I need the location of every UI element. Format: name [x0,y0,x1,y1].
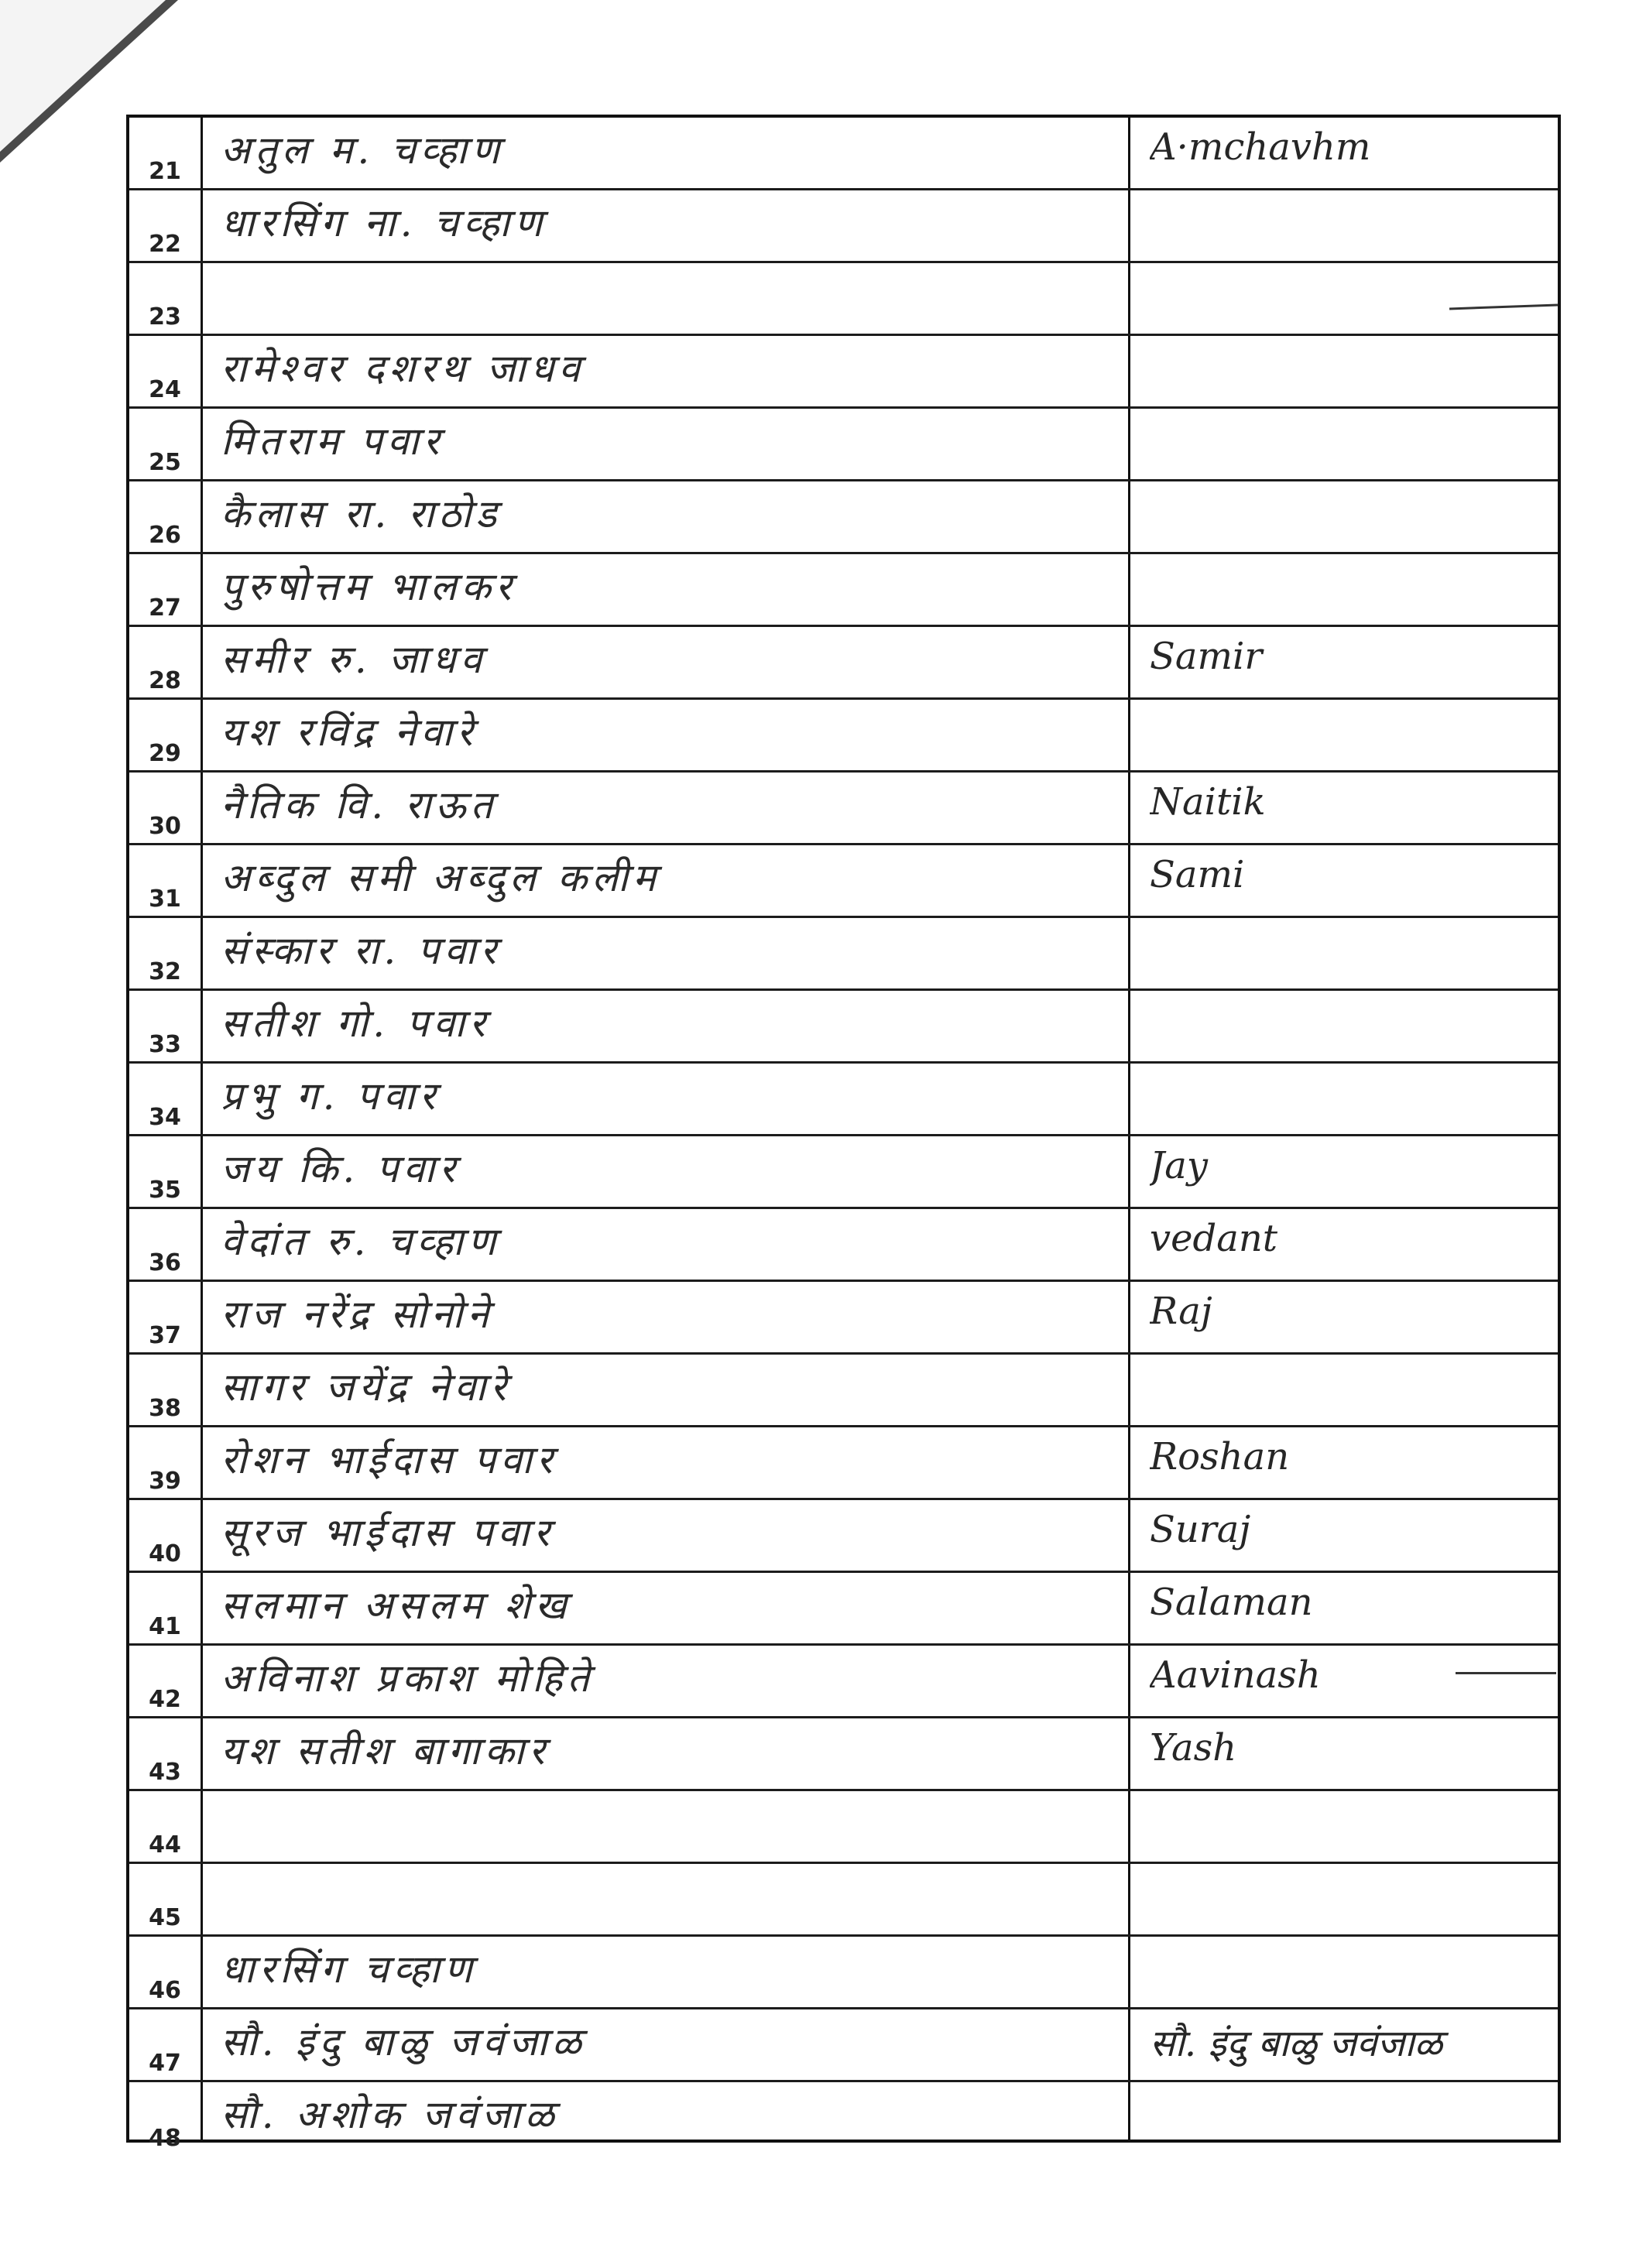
row-number: 48 [149,2125,181,2152]
table-row [129,1282,1558,1355]
handwritten-name: सौ. अशोक जवंजाळ [221,2092,559,2137]
row-number: 46 [149,1977,181,2004]
table-row [129,627,1558,700]
handwritten-name: धारसिंग चव्हाण [221,1947,477,1992]
attendance-sheet-table [126,115,1561,2152]
row-number: 35 [149,1177,181,1204]
table-row [129,1791,1558,1864]
handwritten-name: प्रभु ग. पवार [221,1074,441,1119]
row-number: 45 [149,1904,181,1931]
row-number: 42 [149,1686,181,1713]
signature: Suraj [1150,1508,1251,1551]
table-row [129,1355,1558,1427]
signature: Samir [1150,635,1263,678]
handwritten-name: सौ. इंदु बाळु जवंजाळ [221,2020,586,2064]
handwritten-name: मितराम पवार [221,419,444,464]
signature: Yash [1150,1726,1237,1770]
handwritten-name: रोशन भाईदास पवार [221,1437,557,1482]
table-row [129,991,1558,1064]
row-number: 39 [149,1468,181,1495]
row-number: 29 [149,740,181,767]
table-row [129,1064,1558,1136]
row-number: 21 [149,158,181,185]
row-number: 34 [149,1104,181,1131]
handwritten-name: सलमान असलम शेख [221,1583,571,1628]
row-number: 37 [149,1322,181,1349]
row-number: 43 [149,1759,181,1786]
row-number: 26 [149,522,181,549]
row-number: 28 [149,667,181,694]
handwritten-name: सागर जयेंद्र नेवारे [221,1365,511,1410]
handwritten-name: अविनाश प्रकाश मोहिते [221,1656,595,1701]
table-row [129,2082,1558,2155]
handwritten-name: यश रविंद्र नेवारे [221,710,478,755]
row-number: 44 [149,1831,181,1859]
row-number: 25 [149,449,181,476]
table-row [129,1573,1558,1646]
row-number: 22 [149,231,181,258]
handwritten-name: कैलास रा. राठोड [221,492,502,536]
row-number: 38 [149,1395,181,1422]
table-row [129,481,1558,554]
handwritten-name: अतुल म. चव्हाण [221,128,505,173]
signature: Salaman [1150,1581,1313,1624]
handwritten-name: समीर रु. जाधव [221,637,487,682]
handwritten-name: सूरज भाईदास पवार [221,1510,554,1555]
signature: Sami [1150,853,1245,896]
handwritten-name: सतीश गो. पवार [221,1001,490,1046]
signature: Jay [1150,1144,1208,1187]
row-number: 30 [149,813,181,840]
table-row [129,1646,1558,1718]
handwritten-name: धारसिंग ना. चव्हाण [221,200,547,245]
row-number: 41 [149,1613,181,1640]
table-row [129,1209,1558,1282]
table-row [129,1864,1558,1937]
row-number: 36 [149,1249,181,1276]
row-number: 23 [149,303,181,331]
table-row [129,2009,1558,2082]
stray-pen-stroke [1456,1672,1556,1674]
row-number: 31 [149,886,181,913]
table-row [129,554,1558,627]
handwritten-name: जय कि. पवार [221,1146,460,1191]
row-number: 47 [149,2050,181,2077]
table-row [129,336,1558,409]
table-row [129,845,1558,918]
row-number: 24 [149,376,181,403]
table-row [129,118,1558,190]
table-row [129,1427,1558,1500]
row-number: 32 [149,958,181,985]
handwritten-name: अब्दुल समी अब्दुल कलीम [221,855,660,900]
handwritten-name: वेदांत रु. चव्हाण [221,1219,501,1264]
table-row [129,1718,1558,1791]
table-row [129,409,1558,481]
row-number: 40 [149,1540,181,1567]
table-row [129,263,1558,336]
signature: Raj [1150,1290,1212,1333]
handwritten-name: यश सतीश बागाकार [221,1728,550,1773]
handwritten-name: रामेश्वर दशरथ जाधव [221,346,585,391]
signature: Aavinash [1150,1653,1321,1697]
signature: Roshan [1150,1435,1290,1478]
handwritten-name: राज नरेंद्र सोनोने [221,1292,494,1337]
table-row [129,773,1558,845]
row-number: 33 [149,1031,181,1058]
handwritten-name: पुरुषोत्तम भालकर [221,564,516,609]
signature: Naitik [1150,780,1266,824]
signature: vedant [1150,1217,1278,1260]
table-row [129,1500,1558,1573]
handwritten-name: नैतिक वि. राऊत [221,783,498,827]
handwritten-name: संस्कार रा. पवार [221,928,501,973]
table-row [129,1136,1558,1209]
row-number: 27 [149,594,181,622]
signature: सौ. इंदु बाळु जवंजाळ [1150,2022,1443,2065]
table-row [129,918,1558,991]
table-row [129,190,1558,263]
signature: A·mchavhm [1150,125,1371,169]
table-row [129,1937,1558,2009]
table-row [129,700,1558,773]
